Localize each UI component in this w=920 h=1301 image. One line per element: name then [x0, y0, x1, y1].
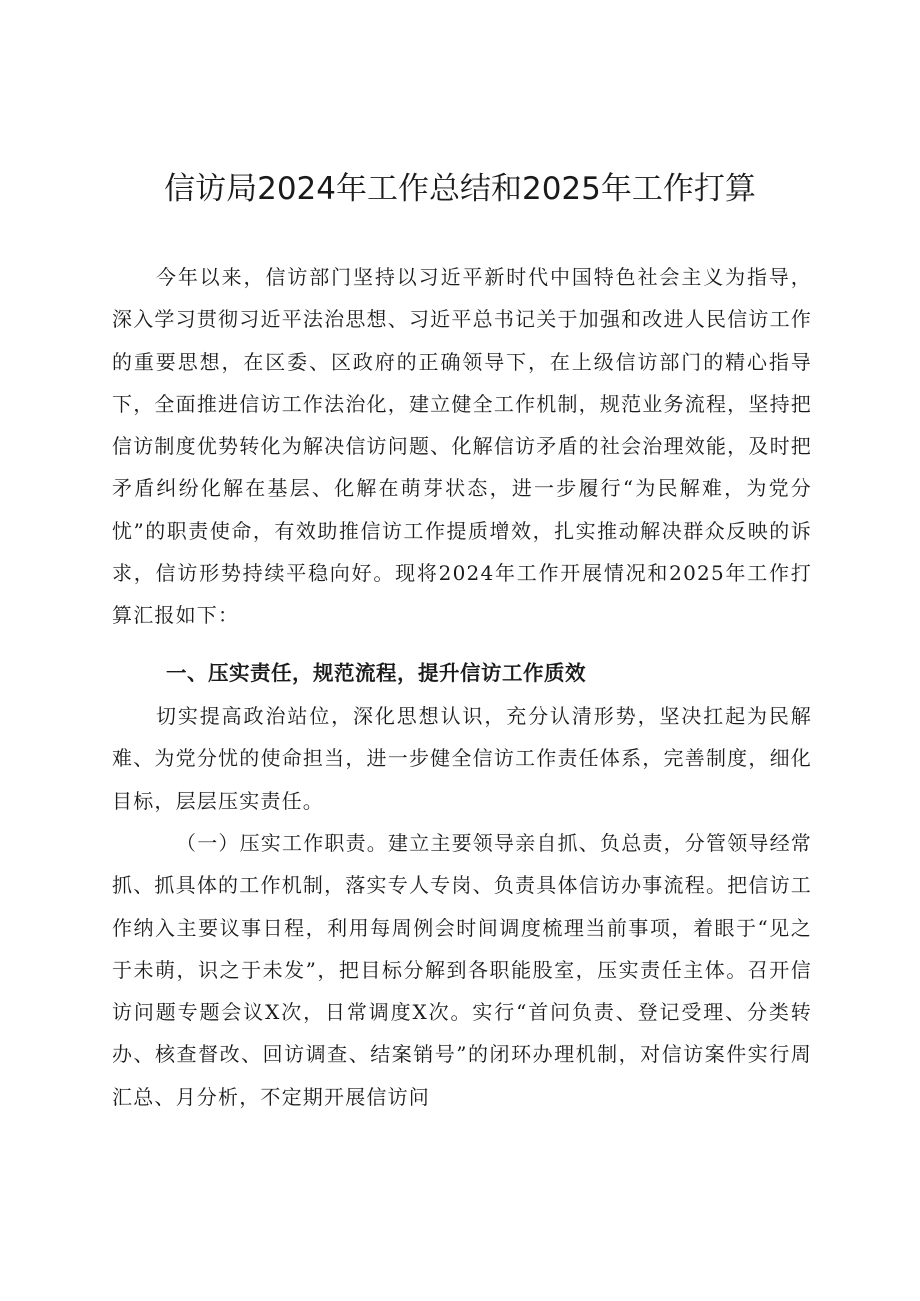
subsection-paragraph: （一）压实工作职责。建立主要领导亲自抓、负总责，分管领导经常抓、抓具体的工作机制，落实专人专岗、负责具体信访办事流程。把信访工作纳入主要议事日程，利用每周例会时间调度梳理当前事项，着眼于“见之于未萌，识之于未发”，把目标分解到各职能股室，压实责任主体。召开信访问题专题会议X次，日常调度X次。实行“首问负责、登记受理、分类转办、核查督改、回访调查、结案销号”的闭环办理机制，对信访案件实行周汇总、月分析，不定期开展信访问	[112, 831, 812, 1109]
section-heading: 一、压实责任，规范流程，提升信访工作质效	[166, 661, 586, 685]
intro-paragraph: 今年以来，信访部门坚持以习近平新时代中国特色社会主义为指导，深入学习贯彻习近平法治思想、习近平总书记关于加强和改进人民信访工作的重要思想，在区委、区政府的正确领导下，在上级信访部门的精心指导下，全面推进信访工作法治化，建立健全工作机制，规范业务流程，坚持把信访制度优势转化为解决信访问题、化解信访矛盾的社会治理效能，及时把矛盾纠纷化解在基层、化解在萌芽状态，进一步履行“为民解难，为党分忧”的职责使命，有效助推信访工作提质增效，扎实推动解决群众反映的诉求，信访形势持续平稳向好。现将2024年工作开展情况和2025年工作打算汇报如下：	[112, 265, 812, 628]
section-paragraph: 切实提高政治站位，深化思想认识，充分认清形势，坚决扛起为民解难、为党分忧的使命担当，进一步健全信访工作责任体系，完善制度，细化目标，层层压实责任。	[112, 704, 812, 813]
document-title: 信访局2024年工作总结和2025年工作打算	[164, 171, 756, 207]
